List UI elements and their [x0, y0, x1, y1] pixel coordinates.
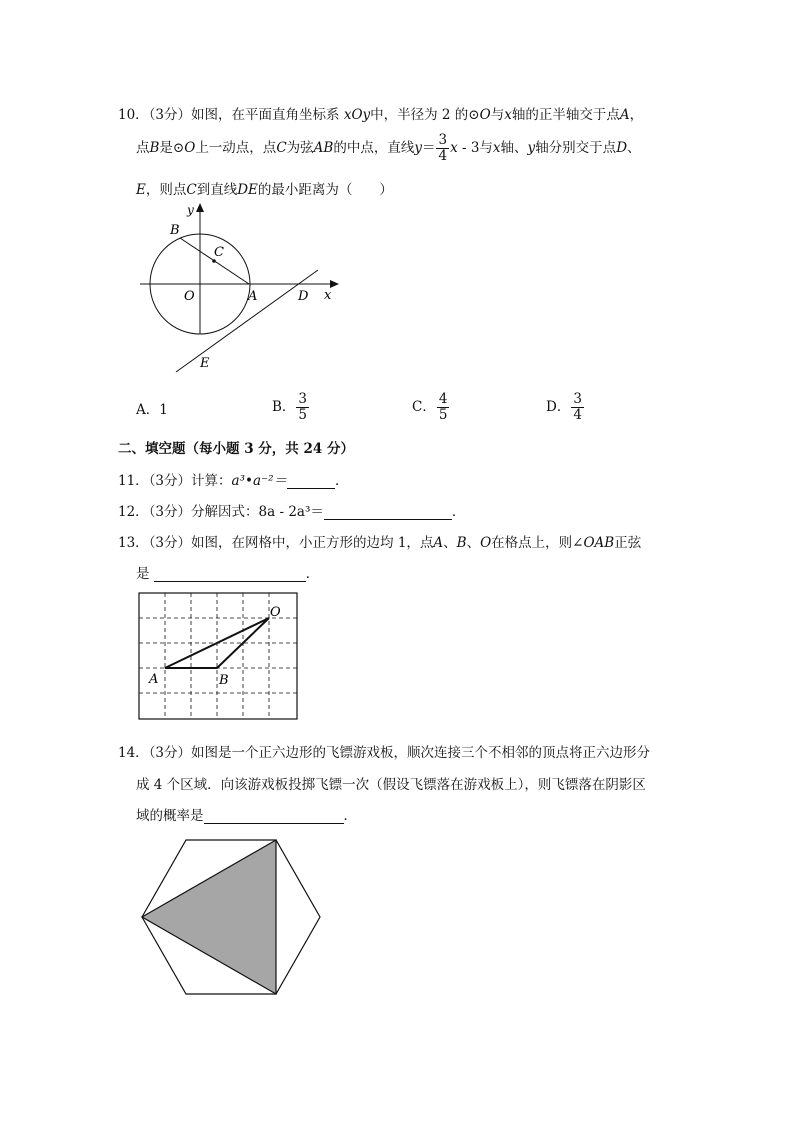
section-heading: 二、填空题（每小题 3 分，共 24 分） — [118, 441, 354, 457]
q10-line2: 点B是⊙O上一动点，点C为弦AB的中点，直线y＝ $\frac{3}{4}$ x - 3与x轴、y轴分别交于点D、 — [136, 132, 641, 164]
label-a: A — [149, 672, 159, 687]
x-axis-arrow — [330, 280, 339, 288]
label-o: O — [184, 289, 195, 304]
label-x: x — [324, 288, 332, 303]
q13-answer-blank[interactable] — [154, 567, 306, 582]
label-d: D — [298, 289, 309, 304]
label-o: O — [270, 605, 281, 620]
q13-line2: 是 ． — [136, 566, 320, 582]
line-de — [176, 270, 318, 372]
y-axis-arrow — [196, 203, 204, 212]
q10-figure — [130, 200, 350, 380]
q14-line1: 14．（3分）如图是一个正六边形的飞镖游戏板，顺次连接三个不相邻的顶点将正六边形分 — [118, 745, 651, 761]
label-b: B — [170, 223, 180, 238]
label-c: C — [214, 245, 224, 260]
q10-fraction: $\frac{3}{4}$ — [438, 132, 448, 164]
q12-answer-blank[interactable] — [324, 505, 452, 520]
q10-option-d[interactable]: D． $\frac{3}{4}$ — [546, 391, 582, 423]
label-y: y — [187, 203, 194, 217]
q11: 11．（3分）计算：a³•a⁻²＝ ． — [118, 473, 349, 489]
label-b: B — [219, 673, 229, 688]
q14-line3: 域的概率是 ． — [136, 808, 357, 824]
q13-grid-figure — [138, 592, 300, 722]
q13-line1: 13．（3分）如图，在网格中，小正方形的边均 1，点A、B、O在格点上，则∠OAB正弦 — [118, 535, 642, 551]
q10-option-b[interactable]: B． $\frac{3}{5}$ — [272, 391, 308, 423]
q10-line1: 10．（3分）如图，在平面直角坐标系 xOy中，半径为 2 的⊙O与x轴的正半轴交于点A， — [118, 107, 644, 123]
q14-line2: 成 4 个区域．向该游戏板投掷飞镖一次（假设飞镖落在游戏板上），则飞镖落在阴影区 — [136, 777, 646, 793]
q14-hexagon-figure — [136, 835, 326, 1001]
q10-option-a[interactable]: A．1 — [136, 402, 168, 418]
q10-option-c[interactable]: C． $\frac{4}{5}$ — [412, 391, 448, 423]
q14-answer-blank[interactable] — [204, 809, 344, 824]
q11-answer-blank[interactable] — [287, 474, 335, 489]
q10-line3: E，则点C到直线DE的最小距离为（ ） — [136, 182, 393, 198]
label-e: E — [200, 356, 210, 371]
label-a: A — [248, 289, 258, 304]
q12: 12．（3分）分解因式：8a - 2a³＝ ． — [118, 504, 466, 520]
